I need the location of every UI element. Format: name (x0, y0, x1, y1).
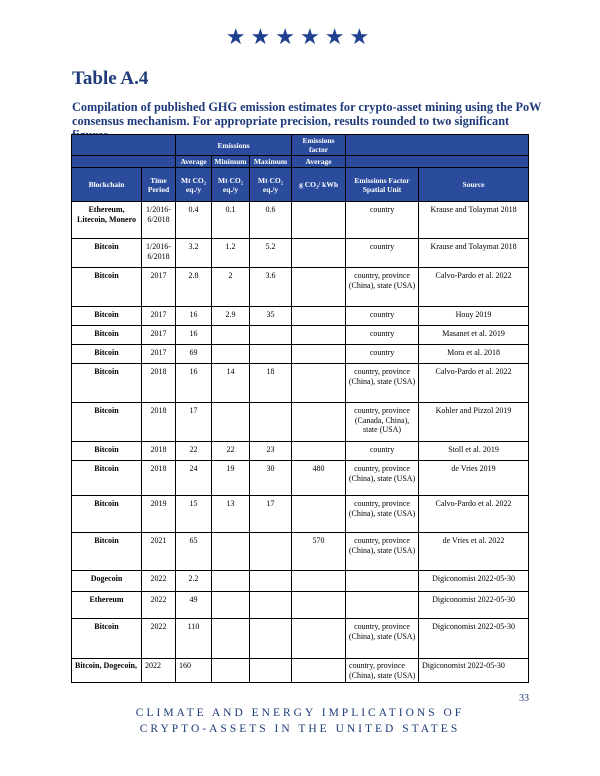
table-cell-minimum: 1.2 (212, 239, 250, 268)
table-cell-source: Krause and Tolaymat 2018 (419, 239, 529, 268)
table-cell-average: 65 (176, 533, 212, 571)
table-row (72, 326, 529, 345)
table-cell-factor (292, 307, 346, 326)
table-cell-average: 69 (176, 345, 212, 364)
table-cell-maximum: 0.6 (250, 202, 292, 239)
table-cell-factor (292, 659, 346, 683)
table-cell-factor (292, 619, 346, 659)
table-cell-maximum (250, 571, 292, 592)
header-blank (72, 135, 176, 156)
table-cell-blockchain: Bitcoin (72, 364, 142, 403)
table-cell-period: 2021 (142, 533, 176, 571)
col-average: Mt CO₂ eq./y (176, 168, 212, 202)
table-cell-source: Stoll et al. 2019 (419, 442, 529, 461)
table-caption: Compilation of published GHG emission estimates for crypto-asset mining using the PoW consensus mechanism. For appropriate precision, results rounded to two significant (72, 100, 542, 128)
table-row (72, 345, 529, 364)
table-cell-average: 0.4 (176, 202, 212, 239)
subheader-maximum: Maximum (250, 156, 292, 168)
header-emissions-factor-group: Emissions factor (292, 135, 346, 156)
table-cell-period: 2022 (142, 571, 176, 592)
subheader-blank-right (346, 156, 529, 168)
table-cell-average: 110 (176, 619, 212, 659)
table-cell-maximum (250, 533, 292, 571)
table-cell-minimum (212, 619, 250, 659)
subheader-factor-average: Average (292, 156, 346, 168)
table-cell-factor (292, 268, 346, 307)
table-cell-blockchain: Bitcoin (72, 345, 142, 364)
col-time-period: Time Period (142, 168, 176, 202)
table-cell-period: 2018 (142, 403, 176, 442)
table-cell-maximum: 30 (250, 461, 292, 496)
subheader-average: Average (176, 156, 212, 168)
table-cell-maximum: 17 (250, 496, 292, 533)
table-cell-spatial-unit: country (346, 202, 419, 239)
table-cell-average: 160 (176, 659, 212, 683)
table-cell-average: 24 (176, 461, 212, 496)
header-emissions-group: Emissions (176, 135, 292, 156)
table-cell-blockchain: Bitcoin (72, 533, 142, 571)
table-cell-factor (292, 442, 346, 461)
table-cell-spatial-unit (346, 592, 419, 619)
table-cell-minimum: 13 (212, 496, 250, 533)
table-cell-blockchain: Dogecoin (72, 571, 142, 592)
table-cell-minimum (212, 571, 250, 592)
subheader-minimum: Minimum (212, 156, 250, 168)
col-blockchain: Blockchain (72, 168, 142, 202)
table-cell-source: Mora et al. 2018 (419, 345, 529, 364)
col-factor: g CO₂/ kWh (292, 168, 346, 202)
table-cell-average: 17 (176, 403, 212, 442)
table-cell-period: 2018 (142, 364, 176, 403)
table-cell-maximum (250, 403, 292, 442)
footer (0, 705, 600, 737)
col-maximum: Mt CO₂ eq./y (250, 168, 292, 202)
header-blank-right (346, 135, 529, 156)
table-cell-source: Houy 2019 (419, 307, 529, 326)
table-cell-average: 16 (176, 307, 212, 326)
table-cell-source: Kohler and Pizzol 2019 (419, 403, 529, 442)
table-cell-factor (292, 592, 346, 619)
table-cell-maximum (250, 326, 292, 345)
table-cell-maximum: 3.6 (250, 268, 292, 307)
table-cell-average: 22 (176, 442, 212, 461)
table-cell-blockchain: Bitcoin (72, 619, 142, 659)
table-cell-average: 16 (176, 326, 212, 345)
table-cell-source: de Vries 2019 (419, 461, 529, 496)
table-row (72, 268, 529, 307)
table-cell-factor (292, 403, 346, 442)
table-cell-period: 2022 (142, 659, 176, 683)
table-cell-period: 2022 (142, 592, 176, 619)
table-cell-period: 2017 (142, 307, 176, 326)
table-cell-factor (292, 239, 346, 268)
table-row (72, 619, 529, 659)
table-row (72, 461, 529, 496)
table-cell-average: 16 (176, 364, 212, 403)
table-cell-source: Calvo-Pardo et al. 2022 (419, 268, 529, 307)
table-cell-maximum: 35 (250, 307, 292, 326)
table-cell-factor (292, 326, 346, 345)
table-cell-blockchain: Bitcoin (72, 307, 142, 326)
table-cell-spatial-unit: country, province (China), state (USA) (346, 496, 419, 533)
table-cell-source: Digiconomist 2022-05-30 (419, 619, 529, 659)
table-cell-source: Calvo-Pardo et al. 2022 (419, 364, 529, 403)
table-row (72, 533, 529, 571)
table-cell-maximum: 23 (250, 442, 292, 461)
table-cell-minimum: 14 (212, 364, 250, 403)
table-cell-factor (292, 202, 346, 239)
table-cell-factor: 480 (292, 461, 346, 496)
page-number: 33 (519, 693, 529, 704)
table-cell-spatial-unit: country (346, 239, 419, 268)
table-cell-blockchain: Ethereum, Litecoin, Monero (72, 202, 142, 239)
table-cell-source: Digiconomist 2022-05-30 (419, 592, 529, 619)
table-cell-period: 2018 (142, 461, 176, 496)
table-cell-source: Masanet et al. 2019 (419, 326, 529, 345)
table-row (72, 659, 529, 683)
table-row (72, 496, 529, 533)
table-cell-minimum (212, 659, 250, 683)
table-cell-minimum: 2 (212, 268, 250, 307)
table-body (72, 202, 529, 683)
col-spatial-unit: Emissions Factor Spatial Unit (346, 168, 419, 202)
table-cell-minimum: 0.1 (212, 202, 250, 239)
table-cell-maximum (250, 659, 292, 683)
table-cell-period: 2017 (142, 326, 176, 345)
table-row (72, 364, 529, 403)
table-cell-minimum: 19 (212, 461, 250, 496)
table-cell-source: Digiconomist 2022-05-30 (419, 571, 529, 592)
table-cell-source: Digiconomist 2022-05-30 (419, 659, 529, 683)
table-cell-source: de Vries et al. 2022 (419, 533, 529, 571)
table-cell-source: Krause and Tolaymat 2018 (419, 202, 529, 239)
table-cell-spatial-unit: country, province (China), state (USA) (346, 268, 419, 307)
table-cell-period: 1/2016-6/2018 (142, 202, 176, 239)
table-cell-factor (292, 571, 346, 592)
table-row (72, 202, 529, 239)
table-cell-period: 1/2016-6/2018 (142, 239, 176, 268)
table-cell-blockchain: Ethereum (72, 592, 142, 619)
table-cell-spatial-unit: country, province (Canada, China), state (USA) (346, 403, 419, 442)
table-cell-maximum: 18 (250, 364, 292, 403)
table-cell-minimum (212, 403, 250, 442)
table-cell-minimum: 2.9 (212, 307, 250, 326)
table-cell-period: 2022 (142, 619, 176, 659)
table-cell-average: 49 (176, 592, 212, 619)
header-stars: ★★★★★★ (225, 24, 375, 49)
table-cell-minimum (212, 533, 250, 571)
table-cell-blockchain: Bitcoin (72, 326, 142, 345)
table-cell-spatial-unit (346, 571, 419, 592)
table-cell-minimum: 22 (212, 442, 250, 461)
table-row (72, 571, 529, 592)
table-cell-factor (292, 364, 346, 403)
table-row (72, 442, 529, 461)
table-cell-spatial-unit: country (346, 442, 419, 461)
table-row (72, 307, 529, 326)
table-cell-maximum (250, 592, 292, 619)
emissions-table (71, 134, 529, 683)
table-cell-blockchain: Bitcoin (72, 442, 142, 461)
table-cell-factor (292, 345, 346, 364)
table-cell-factor: 570 (292, 533, 346, 571)
footer-line-1: CLIMATE AND ENERGY IMPLICATIONS OF (135, 707, 465, 719)
table-cell-average: 3.2 (176, 239, 212, 268)
col-minimum: Mt CO₂ eq./y (212, 168, 250, 202)
subheader-blank (72, 156, 176, 168)
table-cell-average: 2.2 (176, 571, 212, 592)
table-cell-spatial-unit: country, province (China), state (USA) (346, 659, 419, 683)
table-cell-spatial-unit: country, province (China), state (USA) (346, 533, 419, 571)
table-cell-blockchain: Bitcoin (72, 461, 142, 496)
table-cell-blockchain: Bitcoin (72, 239, 142, 268)
table-cell-spatial-unit: country (346, 326, 419, 345)
table-cell-blockchain: Bitcoin (72, 496, 142, 533)
table-cell-spatial-unit: country (346, 307, 419, 326)
table-cell-minimum (212, 326, 250, 345)
table-title: Table A.4 (72, 68, 149, 89)
table-cell-period: 2017 (142, 345, 176, 364)
table-cell-average: 15 (176, 496, 212, 533)
table-cell-spatial-unit: country (346, 345, 419, 364)
table-cell-average: 2.8 (176, 268, 212, 307)
table-cell-maximum (250, 345, 292, 364)
table-cell-blockchain: Bitcoin, Dogecoin, (72, 659, 142, 683)
table-cell-source: Calvo-Pardo et al. 2022 (419, 496, 529, 533)
table-cell-spatial-unit: country, province (China), state (USA) (346, 364, 419, 403)
table-cell-period: 2018 (142, 442, 176, 461)
table-cell-period: 2017 (142, 268, 176, 307)
table-cell-spatial-unit: country, province (China), state (USA) (346, 461, 419, 496)
table-row (72, 239, 529, 268)
table-cell-maximum: 5.2 (250, 239, 292, 268)
table-cell-minimum (212, 592, 250, 619)
table-cell-minimum (212, 345, 250, 364)
table-cell-factor (292, 496, 346, 533)
table-cell-blockchain: Bitcoin (72, 268, 142, 307)
footer-line-2: CRYPTO-ASSETS IN THE UNITED STATES (139, 723, 461, 735)
table-cell-maximum (250, 619, 292, 659)
table-cell-blockchain: Bitcoin (72, 403, 142, 442)
table-row (72, 403, 529, 442)
table-cell-period: 2019 (142, 496, 176, 533)
table-cell-spatial-unit: country, province (China), state (USA) (346, 619, 419, 659)
table-row (72, 592, 529, 619)
col-source: Source (419, 168, 529, 202)
